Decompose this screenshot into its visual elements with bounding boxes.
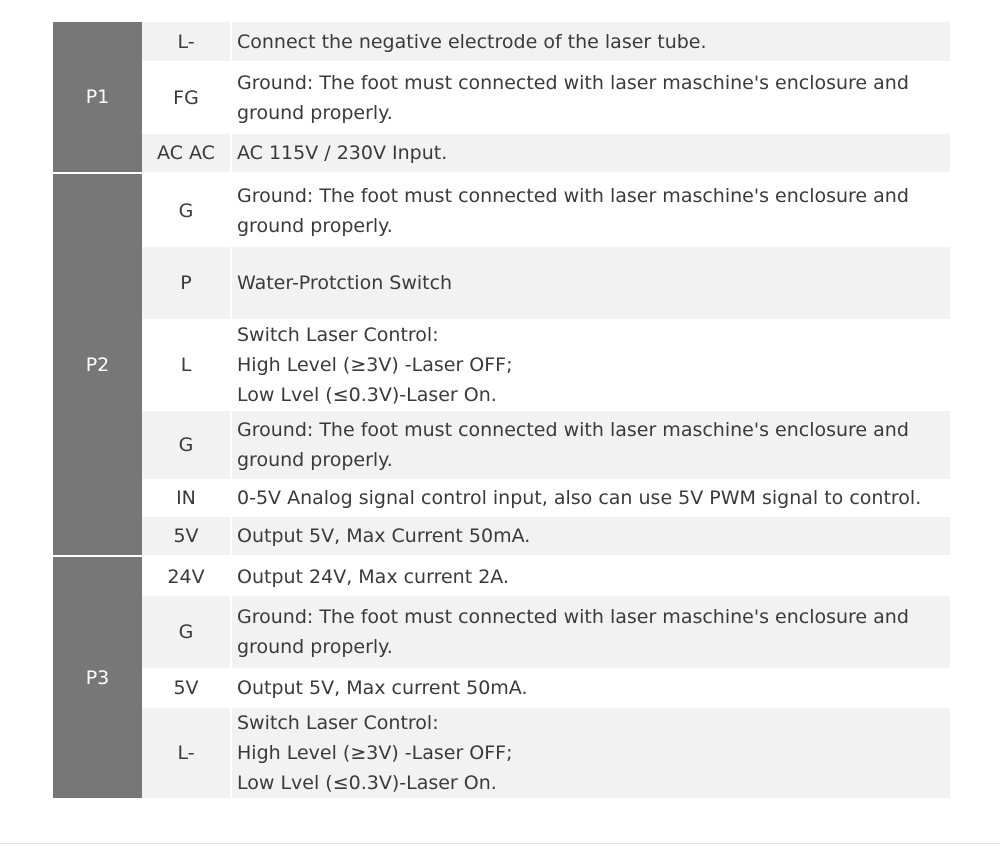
pin-description bbox=[232, 134, 950, 172]
pin-description bbox=[232, 319, 950, 411]
pin-name: IN bbox=[142, 479, 232, 517]
description-line: Low Lvel (≤0.3V)-Laser On. bbox=[237, 384, 497, 406]
description-line: ground properly. bbox=[237, 101, 393, 124]
table-row bbox=[142, 61, 950, 134]
table-row bbox=[142, 174, 950, 247]
description-line: Switch Laser Control: bbox=[237, 712, 439, 734]
description-line: ground properly. bbox=[237, 449, 393, 471]
pin-description bbox=[232, 596, 950, 668]
pin-description bbox=[232, 668, 950, 708]
table-row bbox=[142, 22, 950, 61]
group-p2 bbox=[53, 172, 950, 555]
pin-description bbox=[232, 517, 950, 555]
group-p3 bbox=[53, 555, 950, 798]
pin-definition-table bbox=[53, 22, 950, 798]
description-line: 0-5V Analog signal control input, also can use 5V PWM signal to control. bbox=[237, 487, 922, 509]
group-p1 bbox=[53, 22, 950, 172]
description-line: Output 5V, Max current 50mA. bbox=[237, 677, 528, 699]
group-label: P1 bbox=[53, 22, 142, 172]
group-rows bbox=[142, 557, 950, 798]
table-row bbox=[142, 708, 950, 798]
table-row bbox=[142, 247, 950, 319]
table-row bbox=[142, 557, 950, 596]
pin-description bbox=[232, 411, 950, 479]
table-row bbox=[142, 517, 950, 555]
pin-name: 24V bbox=[142, 557, 232, 596]
table-row bbox=[142, 411, 950, 479]
table-row bbox=[142, 134, 950, 172]
description-line: Ground: The foot must connected with laser maschine's enclosure and bbox=[237, 184, 909, 207]
group-label: P3 bbox=[53, 557, 142, 798]
description-line: ground properly. bbox=[237, 214, 393, 237]
description-line: Ground: The foot must connected with laser maschine's enclosure and bbox=[237, 71, 909, 94]
pin-name: P bbox=[142, 247, 232, 319]
pin-name: 5V bbox=[142, 517, 232, 555]
pin-name: L- bbox=[142, 22, 232, 61]
group-rows bbox=[142, 22, 950, 172]
pin-name: 5V bbox=[142, 668, 232, 708]
description-line: Switch Laser Control: bbox=[237, 324, 439, 346]
group-label: P2 bbox=[53, 174, 142, 555]
pin-name: L- bbox=[142, 708, 232, 798]
description-line: ground properly. bbox=[237, 636, 393, 658]
pin-description bbox=[232, 61, 950, 134]
description-line: High Level (≥3V) -Laser OFF; bbox=[237, 354, 513, 376]
description-line: Water-Protction Switch bbox=[237, 272, 453, 294]
table-row bbox=[142, 319, 950, 411]
description-line: Ground: The foot must connected with laser maschine's enclosure and bbox=[237, 606, 909, 628]
pin-description bbox=[232, 708, 950, 798]
pin-description bbox=[232, 479, 950, 517]
pin-description bbox=[232, 247, 950, 319]
pin-name: G bbox=[142, 411, 232, 479]
pin-name: G bbox=[142, 174, 232, 247]
pin-name: G bbox=[142, 596, 232, 668]
page-divider bbox=[0, 843, 1000, 844]
description-line: Low Lvel (≤0.3V)-Laser On. bbox=[237, 772, 497, 794]
pin-name: FG bbox=[142, 61, 232, 134]
pin-description bbox=[232, 22, 950, 61]
table-row bbox=[142, 668, 950, 708]
table-row bbox=[142, 596, 950, 668]
description-line: Output 5V, Max Current 50mA. bbox=[237, 525, 531, 547]
pin-name: AC AC bbox=[142, 134, 232, 172]
pin-description bbox=[232, 174, 950, 247]
description-line: Ground: The foot must connected with laser maschine's enclosure and bbox=[237, 419, 909, 441]
group-rows bbox=[142, 174, 950, 555]
description-line: Connect the negative electrode of the laser tube. bbox=[237, 30, 707, 53]
description-line: High Level (≥3V) -Laser OFF; bbox=[237, 742, 513, 764]
table-row bbox=[142, 479, 950, 517]
description-line: AC 115V / 230V Input. bbox=[237, 142, 448, 164]
pin-description bbox=[232, 557, 950, 596]
pin-name: L bbox=[142, 319, 232, 411]
description-line: Output 24V, Max current 2A. bbox=[237, 565, 509, 588]
